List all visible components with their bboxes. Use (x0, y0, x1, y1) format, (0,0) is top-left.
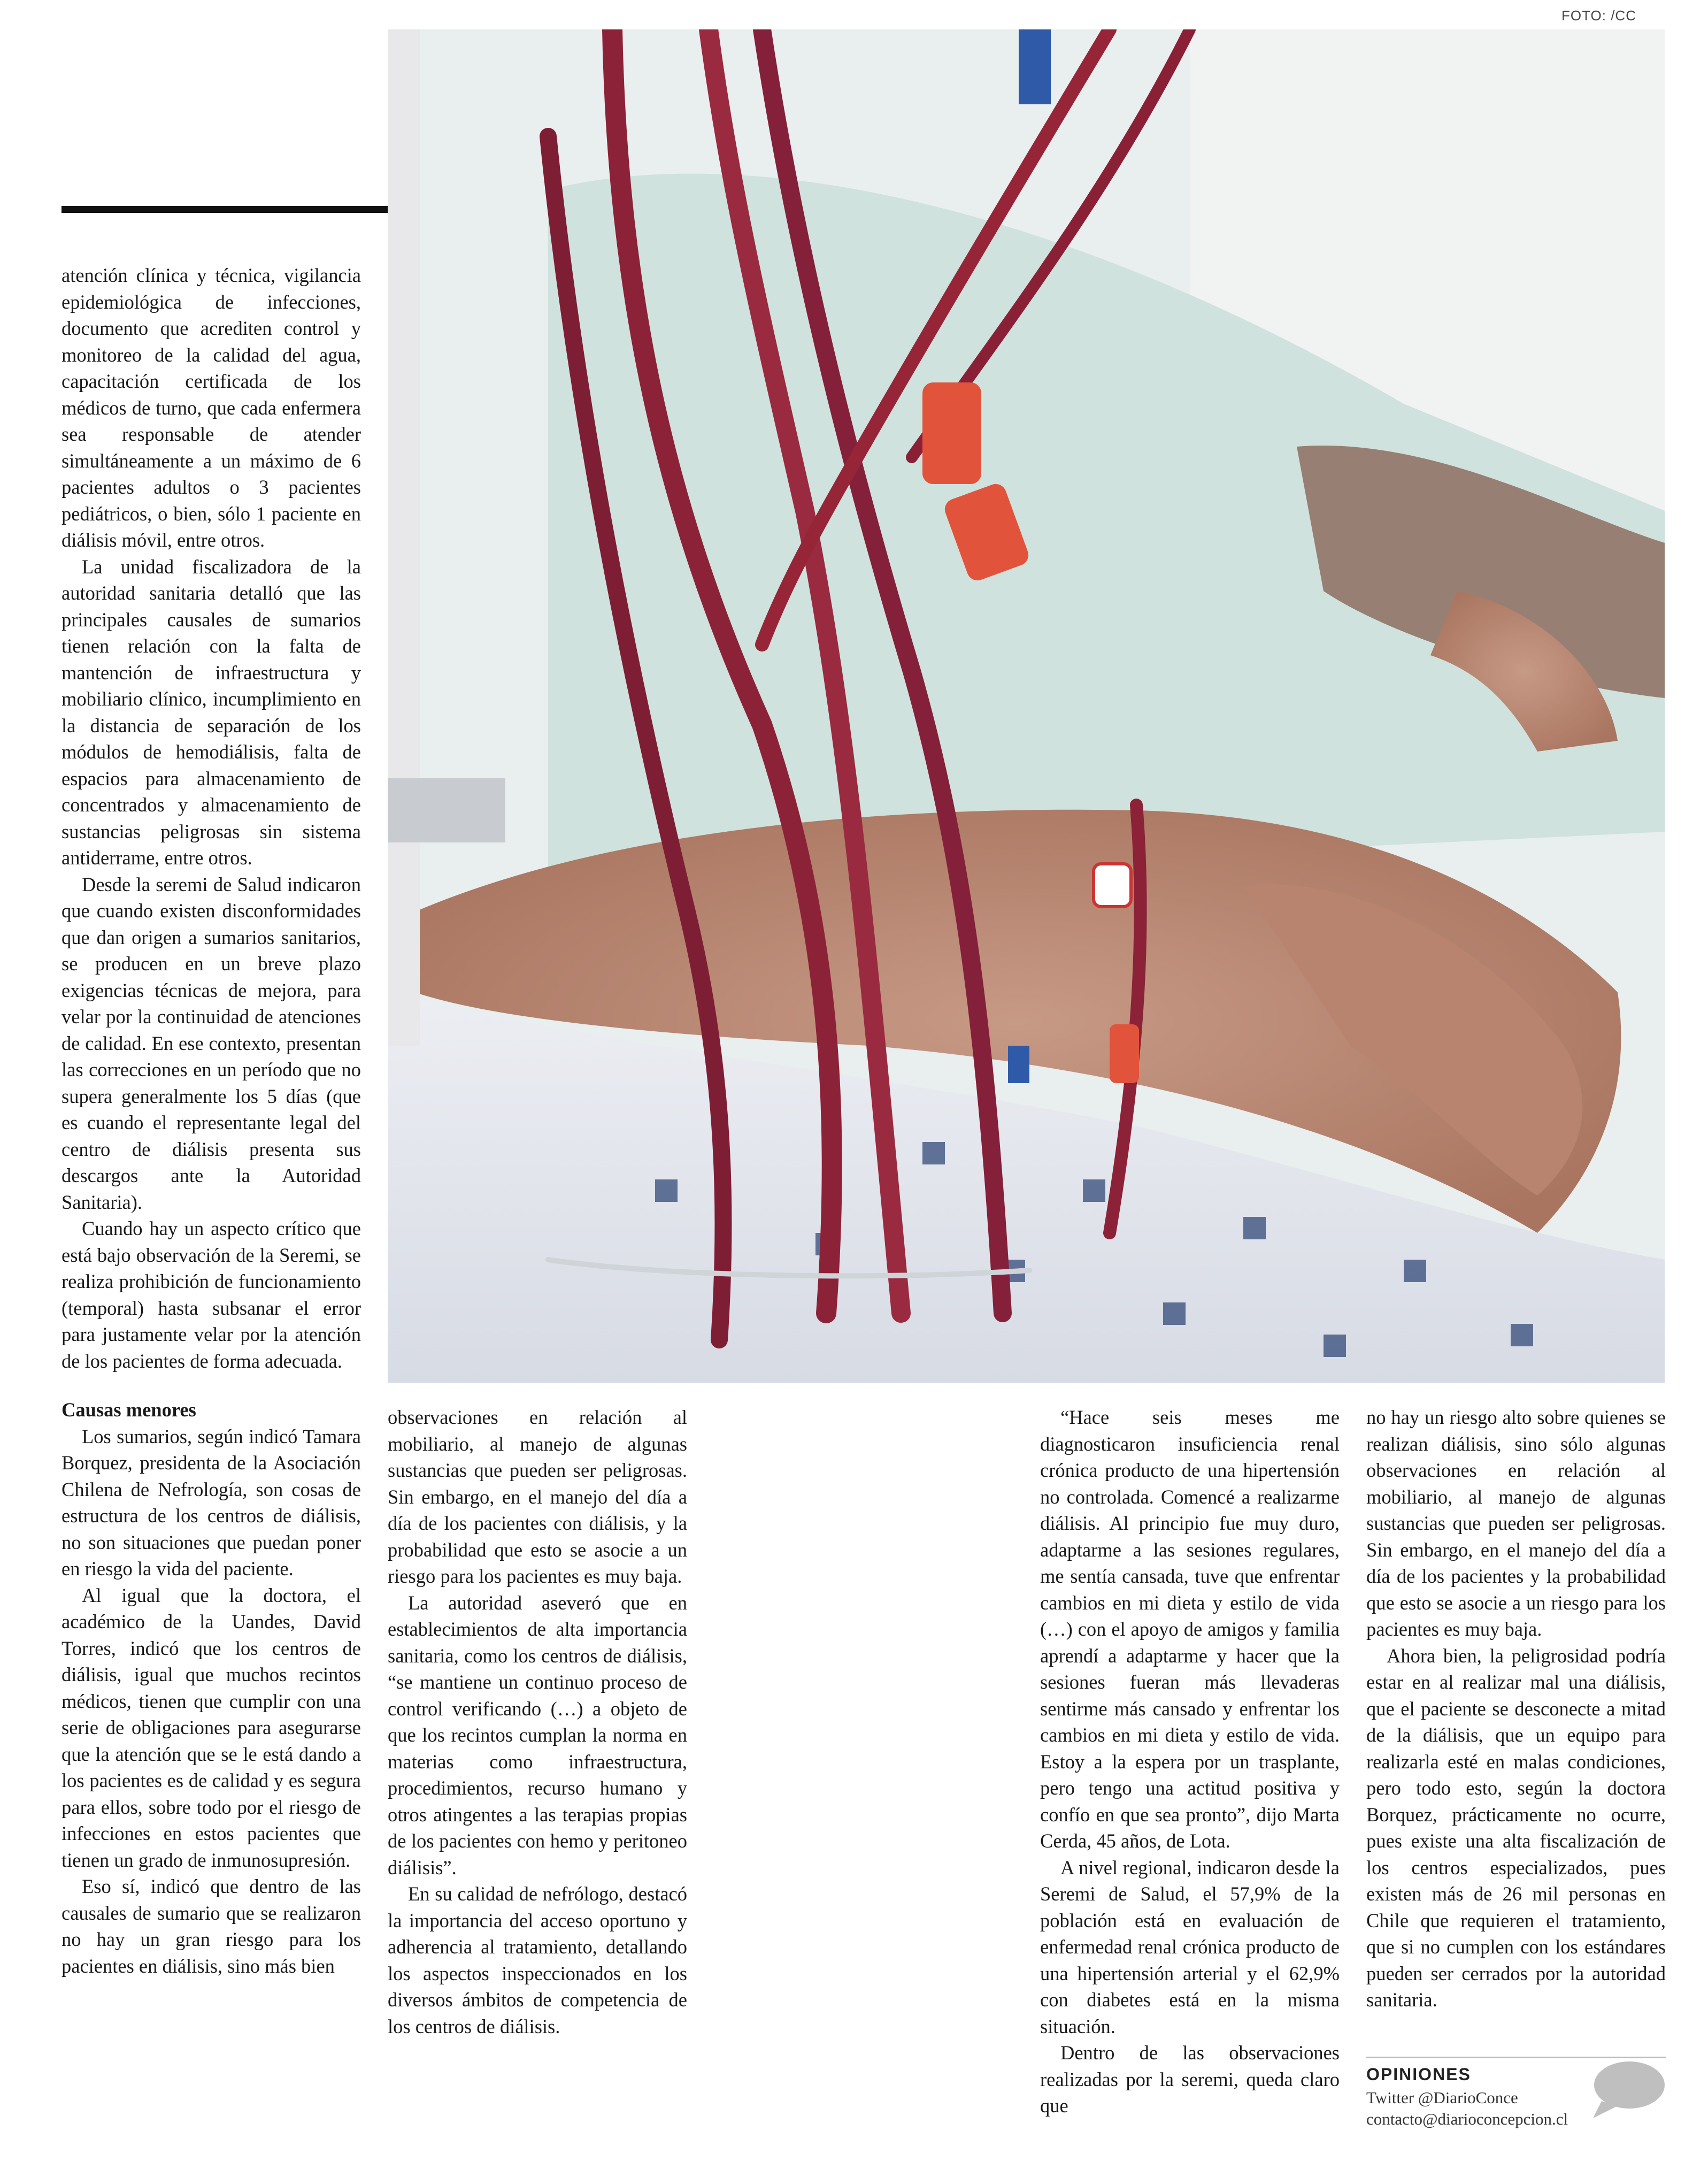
article-column-1 (61, 262, 361, 1979)
speech-bubble-icon (1586, 2059, 1666, 2121)
twitter-handle[interactable]: Twitter @DiarioConce (1366, 2088, 1518, 2107)
dialysis-illustration (388, 29, 1665, 1383)
article-column-3 (1040, 1404, 1340, 2119)
paragraph: Al igual que la doctora, el académico de la Uandes, David Torres, indicó que los centros de diálisis, igual que muchos recintos médicos, tienen que cumplir con una serie de obligaciones para asegurarse que la atención que se le está dando a los pacientes es de calidad y es segura para ellos, sobre todo por el riesgo de infecciones en estos pacientes que tienen un grado de inmunosupresión. (61, 1584, 361, 1871)
paragraph: En su calidad de nefrólogo, destacó la importancia del acceso oportuno y adherencia al tratamiento, detallando los aspectos inspeccionados en los diversos ámbitos de competencia de los centros de diálisis. (388, 1883, 687, 2037)
paragraph: A nivel regional, indicaron desde la Seremi de Salud, el 57,9% de la población está en evaluación de enfermedad renal crónica producto de una hipertensión arterial y el 62,9% con diabetes está en la misma situación. (1040, 1856, 1340, 2037)
contact-email[interactable]: contacto@diarioconcepcion.cl (1366, 2110, 1568, 2128)
section-rule (61, 206, 388, 213)
paragraph: atención clínica y técnica, vigilancia epidemiológica de infecciones, documento que acrediten control y monitoreo de la calidad del agua, capacitación certificada de los médicos de turno, que cada enfermera sea responsable de atender simultáneamente a un máximo de 6 pacientes adultos o 3 pacientes pediátricos, o bien, sólo 1 paciente en diálisis móvil, entre otros. (61, 264, 361, 551)
paragraph: Dentro de las observaciones realizadas por la seremi, queda claro que (1040, 2042, 1340, 2117)
quote-paragraph: “Hace seis meses me diagnosticaron insuficiencia renal crónica producto de una hipertensión no controlada. Comencé a realizarme diálisis. Al principio fue muy duro, adaptarme a las sesiones regulares, me sentía cansada, tuve que enfrentar cambios en mi dieta y estilo de vida (…) con el apoyo de amigos y familia aprendí a adaptarme y hacer que la sesiones fueran más llevaderas sentirme más cansado y enfrentar los cambios en mi dieta y estilo de vida. Estoy a la espera por un trasplante, pero tengo una actitud positiva y confío en que sea pronto”, dijo Marta Cerda, 45 años, de Lota. (1040, 1406, 1340, 1852)
paragraph: observaciones en relación al mobiliario, al manejo de algunas sustancias que pueden ser peligrosas. Sin embargo, en el manejo del día a día de los pacientes con diálisis, y la probabilidad que esto se asocie a un riesgo para los pacientes es muy baja. (388, 1406, 687, 1587)
opinions-footer (1366, 2057, 1666, 2138)
paragraph: La autoridad aseveró que en establecimientos de alta importancia sanitaria, como los centros de diálisis, “se mantiene un continuo proceso de control verificando (…) a objeto de que los recintos cumplan la norma en materias como infraestructura, procedimientos, recurso humano y otros atingentes a las terapias propias de los pacientes con hemo y peritoneo diálisis”. (388, 1591, 687, 1879)
article-column-4 (1366, 1404, 1666, 2013)
section-label: OPINIONES (1366, 2065, 1471, 2084)
subheading: Causas menores (61, 1399, 196, 1421)
photo-credit: FOTO: /CC (1561, 7, 1636, 24)
paragraph: La unidad fiscalizadora de la autoridad sanitaria detalló que las principales causales de sumarios tienen relación con la falta de mantención de infraestructura y mobiliario clínico, incumplimiento en la distancia de separación de los módulos de hemodiálisis, falta de espacios para almacenamiento de concentrados y almacenamiento de sustancias peligrosas sin sistema antiderrame, entre otros. (61, 555, 361, 869)
paragraph: Eso sí, indicó que dentro de las causales de sumario que se realizaron no hay un gran riesgo para los pacientes en diálisis, sino más bien (61, 1875, 361, 1977)
paragraph: Cuando hay un aspecto crítico que está bajo observación de la Seremi, se realiza prohibición de funcionamiento (temporal) hasta subsanar el error para justamente velar por la atención de los pacientes de forma adecuada. (61, 1217, 361, 1372)
paragraph: no hay un riesgo alto sobre quienes se realizan diálisis, sino sólo algunas observaciones en relación al mobiliario, al manejo de algunas sustancias que pueden ser peligrosas. Sin embargo, en el manejo del día a día de los pacientes y la probabilidad que esto se asocie a un riesgo para los pacientes es muy baja. (1366, 1406, 1666, 1640)
article-column-2 (388, 1404, 687, 2040)
dialysis-photo (388, 29, 1665, 1383)
paragraph: Los sumarios, según indicó Tamara Borquez, presidenta de la Asociación Chilena de Nefrología, son cosas de estructura de los centros de diálisis, no son situaciones que puedan poner en riesgo la vida del paciente. (61, 1425, 361, 1580)
paragraph: Desde la seremi de Salud indicaron que cuando existen disconformidades que dan origen a sumarios sanitarios, se producen en un breve plazo exigencias técnicas de mejora, para velar por la continuidad de atenciones de calidad. En ese contexto, presentan las correcciones en un período que no supera generalmente los 5 días (que es cuando el representante legal del centro de diálisis presenta sus descargos ante la Autoridad Sanitaria). (61, 873, 361, 1213)
paragraph: Ahora bien, la peligrosidad podría estar en al realizar mal una diálisis, que el paciente se desconecte a mitad de la diálisis, que un equipo para realizarla esté en malas condiciones, pero todo esto, según la doctora Borquez, prácticamente no ocurre, pues existe una alta fiscalización de los centros especializados, pues existen más de 26 mil personas en Chile que requieren el tratamiento, que si no cumplen con los estándares pueden ser cerrados por la autoridad sanitaria. (1366, 1644, 1666, 2011)
